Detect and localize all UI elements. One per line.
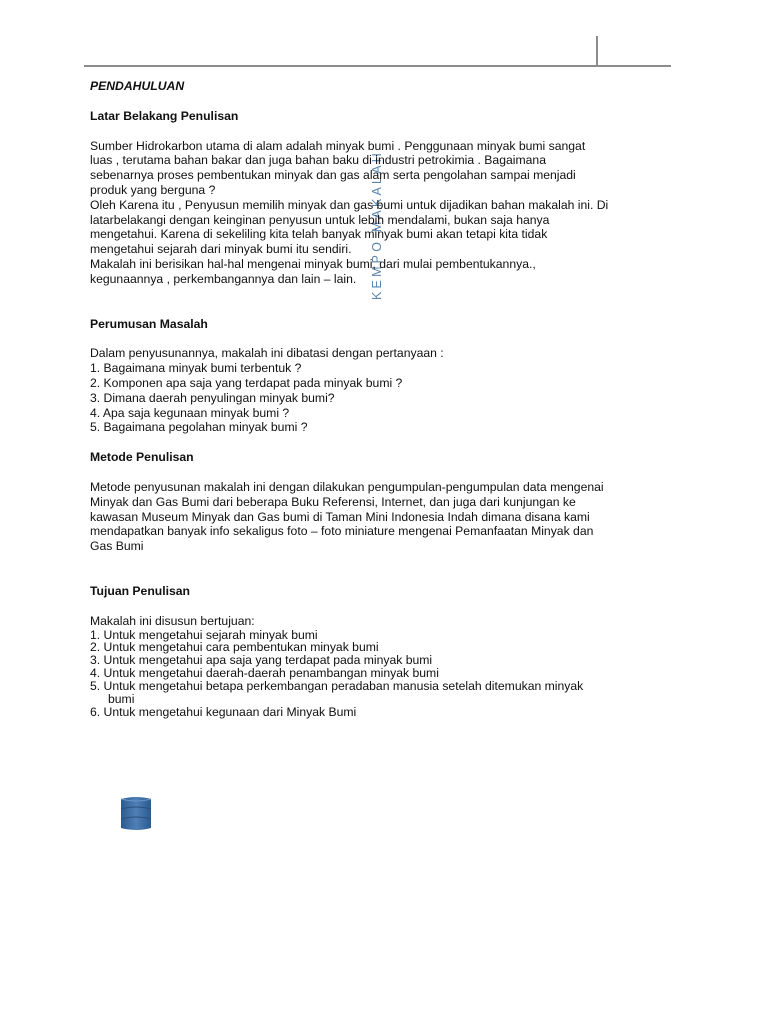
document-title: PENDAHULUAN bbox=[90, 79, 185, 93]
paragraph-latar-belakang bbox=[90, 139, 690, 287]
list-item: 5. Untuk mengetahui betapa perkembangan peradaban manusia setelah ditemukan minyak bbox=[90, 679, 584, 694]
vertical-watermark: KEMPO MAKALAH bbox=[370, 150, 384, 300]
text-line: mendapatkan banyak info sekaligus foto – foto miniature mengenai Pemanfaatan Minyak dan bbox=[90, 524, 594, 539]
list-item: 3. Untuk mengetahui apa saja yang terdapat pada minyak bumi bbox=[90, 653, 433, 668]
header-rule bbox=[84, 65, 671, 67]
text-line: Sumber Hidrokarbon utama di alam adalah minyak bumi . Penggunaan minyak bumi sangat bbox=[90, 138, 586, 153]
text-line: mengetahui. Karena di sekeliling kita telah banyak minyak bumi akan tetapi kita tidak bbox=[90, 227, 548, 242]
tujuan-list bbox=[90, 629, 690, 719]
heading-latar-belakang: Latar Belakang Penulisan bbox=[90, 108, 239, 123]
list-item: 1. Bagaimana minyak bumi terbentuk ? bbox=[90, 361, 302, 376]
list-item: 6. Untuk mengetahui kegunaan dari Minyak Bumi bbox=[90, 704, 357, 719]
document-body bbox=[90, 79, 690, 719]
text-line: latarbelakangi dengan keinginan penyusun untuk lebih mendalami, bukan saja hanya bbox=[90, 212, 550, 227]
perumusan-intro: Dalam penyusunannya, makalah ini dibatasi dengan pertanyaan : bbox=[90, 346, 444, 361]
paragraph-metode bbox=[90, 480, 690, 554]
heading-metode-penulisan: Metode Penulisan bbox=[90, 450, 194, 465]
text-line: kegunaannya , perkembangannya dan lain – lain. bbox=[90, 271, 357, 286]
text-line: sebenarnya proses pembentukan minyak dan gas alam serta pengolahan sampai menjadi bbox=[90, 168, 576, 183]
list-item: 3. Dimana daerah penyulingan minyak bumi? bbox=[90, 390, 335, 405]
list-item: 2. Untuk mengetahui cara pembentukan minyak bumi bbox=[90, 640, 379, 655]
list-item: 5. Bagaimana pegolahan minyak bumi ? bbox=[90, 420, 308, 435]
text-line: kawasan Museum Minyak dan Gas bumi di Taman Mini Indonesia Indah dimana disana kami bbox=[90, 509, 590, 524]
text-line: Makalah ini berisikan hal-hal mengenai minyak bumi, dari mulai pembentukannya., bbox=[90, 256, 536, 271]
list-item: 4. Apa saja kegunaan minyak bumi ? bbox=[90, 405, 290, 420]
text-line: Gas Bumi bbox=[90, 539, 144, 554]
text-line: produk yang berguna ? bbox=[90, 182, 216, 197]
text-line: luas , terutama bahan bakar dan juga bahan baku di industri petrokimia . Bagaimana bbox=[90, 153, 546, 168]
list-item: 2. Komponen apa saja yang terdapat pada minyak bumi ? bbox=[90, 375, 403, 390]
text-line: Minyak dan Gas Bumi dari beberapa Buku Referensi, Internet, dan juga dari kunjungan ke bbox=[90, 494, 576, 509]
list-item: 1. Untuk mengetahui sejarah minyak bumi bbox=[90, 627, 318, 642]
list-item: 4. Untuk mengetahui daerah-daerah penambangan minyak bumi bbox=[90, 666, 439, 681]
text-line: Oleh Karena itu , Penyusun memilih minyak dan gas bumi untuk dijadikan bahan makalah ini. Di bbox=[90, 197, 609, 212]
list-item-continuation: bumi bbox=[108, 692, 135, 707]
header-tick bbox=[596, 36, 598, 66]
text-line: Metode penyusunan makalah ini dengan dilakukan pengumpulan-pengumpulan data mengenai bbox=[90, 479, 604, 494]
text-line: mengetahui sejarah dari minyak bumi itu sendiri. bbox=[90, 242, 352, 257]
heading-tujuan-penulisan: Tujuan Penulisan bbox=[90, 583, 190, 598]
blue-cylinder-icon bbox=[120, 796, 152, 831]
heading-perumusan-masalah: Perumusan Masalah bbox=[90, 316, 208, 331]
tujuan-intro: Makalah ini disusun bertujuan: bbox=[90, 613, 255, 628]
perumusan-list bbox=[90, 361, 690, 435]
